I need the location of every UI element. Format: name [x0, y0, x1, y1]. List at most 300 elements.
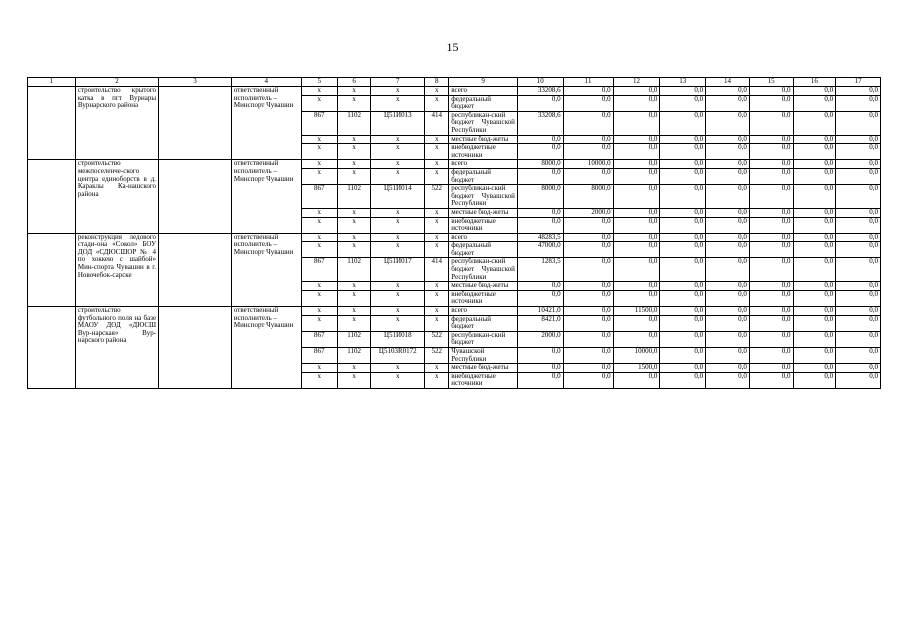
amount-cell: 0,0 — [660, 290, 706, 306]
amount-cell: 0,0 — [563, 242, 613, 258]
amount-cell: 0,0 — [793, 87, 836, 96]
amount-cell: 1283,5 — [517, 258, 563, 282]
funding-source: республикан-ский бюджет Чувашской Республики — [449, 111, 518, 135]
funding-source: всего — [449, 233, 518, 242]
amount-cell: 0,0 — [660, 242, 706, 258]
amount-cell: 0,0 — [793, 348, 836, 364]
amount-cell: 0,0 — [793, 160, 836, 169]
amount-cell: 0,0 — [563, 364, 613, 373]
amount-cell: 0,0 — [563, 111, 613, 135]
header-cell: 13 — [660, 78, 706, 87]
code-section: x — [337, 242, 370, 258]
code-section: x — [337, 87, 370, 96]
header-cell: 17 — [836, 78, 881, 87]
amount-cell: 0,0 — [793, 331, 836, 347]
amount-cell: 8000,0 — [563, 185, 613, 209]
funding-source: республикан-ский бюджет — [449, 331, 518, 347]
amount-cell: 0,0 — [613, 217, 660, 233]
code-target-item: x — [371, 364, 425, 373]
amount-cell: 0,0 — [749, 307, 793, 316]
amount-cell: 0,0 — [749, 144, 793, 160]
amount-cell: 0,0 — [793, 208, 836, 217]
amount-cell: 0,0 — [517, 135, 563, 144]
amount-cell: 0,0 — [836, 364, 881, 373]
amount-cell: 0,0 — [613, 242, 660, 258]
amount-cell: 0,0 — [660, 160, 706, 169]
amount-cell: 0,0 — [749, 95, 793, 111]
amount-cell: 0,0 — [563, 290, 613, 306]
header-cell: 4 — [231, 78, 301, 87]
code-expense-type: x — [425, 233, 449, 242]
amount-cell: 0,0 — [793, 364, 836, 373]
amount-cell: 0,0 — [706, 111, 750, 135]
amount-cell: 0,0 — [749, 282, 793, 291]
funding-source: внебюджетные источники — [449, 290, 518, 306]
amount-cell: 0,0 — [836, 208, 881, 217]
amount-cell: 0,0 — [749, 185, 793, 209]
amount-cell: 0,0 — [836, 348, 881, 364]
table-row — [28, 160, 881, 169]
header-cell: 14 — [706, 78, 750, 87]
object-description: строительство крытого катка в пгт Вурнары Вурнарского района — [75, 87, 158, 160]
code-target-item: x — [371, 372, 425, 388]
amount-cell: 0,0 — [660, 87, 706, 96]
amount-cell: 0,0 — [836, 233, 881, 242]
code-grbs: x — [301, 233, 337, 242]
code-grbs: x — [301, 307, 337, 316]
amount-cell: 0,0 — [706, 258, 750, 282]
empty-cell — [159, 160, 232, 233]
code-target-item: x — [371, 290, 425, 306]
amount-cell: 0,0 — [563, 233, 613, 242]
amount-cell: 0,0 — [706, 160, 750, 169]
code-target-item: Ц51И018 — [371, 331, 425, 347]
amount-cell: 0,0 — [706, 217, 750, 233]
amount-cell: 0,0 — [749, 315, 793, 331]
empty-cell — [159, 307, 232, 389]
code-grbs: 867 — [301, 258, 337, 282]
amount-cell: 0,0 — [793, 95, 836, 111]
code-grbs: x — [301, 135, 337, 144]
amount-cell: 0,0 — [793, 217, 836, 233]
amount-cell: 0,0 — [660, 364, 706, 373]
code-expense-type: 414 — [425, 258, 449, 282]
amount-cell: 0,0 — [660, 258, 706, 282]
amount-cell: 0,0 — [706, 135, 750, 144]
amount-cell: 0,0 — [836, 111, 881, 135]
code-section: x — [337, 95, 370, 111]
header-cell: 15 — [749, 78, 793, 87]
table-header-row — [28, 78, 881, 87]
funding-source: федеральный бюджет — [449, 168, 518, 184]
amount-cell: 0,0 — [749, 242, 793, 258]
amount-cell: 0,0 — [613, 87, 660, 96]
amount-cell: 0,0 — [613, 372, 660, 388]
code-expense-type: x — [425, 242, 449, 258]
amount-cell: 0,0 — [613, 185, 660, 209]
code-section: x — [337, 282, 370, 291]
amount-cell: 33208,6 — [517, 111, 563, 135]
amount-cell: 8000,0 — [517, 185, 563, 209]
code-grbs: x — [301, 87, 337, 96]
funding-source: федеральный бюджет — [449, 315, 518, 331]
amount-cell: 0,0 — [706, 87, 750, 96]
amount-cell: 0,0 — [706, 168, 750, 184]
amount-cell: 0,0 — [660, 307, 706, 316]
funding-source: местные бюд-жеты — [449, 282, 518, 291]
header-cell: 9 — [449, 78, 518, 87]
amount-cell: 0,0 — [563, 217, 613, 233]
amount-cell: 0,0 — [836, 242, 881, 258]
amount-cell: 0,0 — [749, 217, 793, 233]
amount-cell: 1500,0 — [613, 364, 660, 373]
code-expense-type: x — [425, 135, 449, 144]
amount-cell: 0,0 — [749, 364, 793, 373]
amount-cell: 2000,0 — [517, 331, 563, 347]
code-target-item: x — [371, 233, 425, 242]
amount-cell: 0,0 — [706, 315, 750, 331]
code-section: x — [337, 217, 370, 233]
amount-cell: 0,0 — [706, 144, 750, 160]
code-target-item: x — [371, 135, 425, 144]
amount-cell: 8421,0 — [517, 315, 563, 331]
amount-cell: 0,0 — [517, 372, 563, 388]
code-grbs: 867 — [301, 111, 337, 135]
amount-cell: 0,0 — [706, 307, 750, 316]
amount-cell: 0,0 — [563, 372, 613, 388]
funding-source: местные бюд-жеты — [449, 135, 518, 144]
header-cell: 12 — [613, 78, 660, 87]
amount-cell: 0,0 — [836, 372, 881, 388]
code-grbs: x — [301, 315, 337, 331]
funding-source: федеральный бюджет — [449, 95, 518, 111]
table-row — [28, 233, 881, 242]
amount-cell: 0,0 — [563, 135, 613, 144]
amount-cell: 0,0 — [660, 331, 706, 347]
amount-cell: 0,0 — [793, 111, 836, 135]
code-target-item: x — [371, 168, 425, 184]
empty-cell — [159, 233, 232, 306]
code-expense-type: x — [425, 168, 449, 184]
amount-cell: 0,0 — [836, 135, 881, 144]
code-section: 1102 — [337, 185, 370, 209]
amount-cell: 0,0 — [563, 95, 613, 111]
code-expense-type: 522 — [425, 348, 449, 364]
amount-cell: 0,0 — [613, 331, 660, 347]
amount-cell: 0,0 — [517, 144, 563, 160]
amount-cell: 0,0 — [793, 315, 836, 331]
code-expense-type: 414 — [425, 111, 449, 135]
empty-cell — [159, 87, 232, 160]
amount-cell: 0,0 — [613, 282, 660, 291]
amount-cell: 0,0 — [706, 208, 750, 217]
code-expense-type: x — [425, 217, 449, 233]
code-grbs: 867 — [301, 185, 337, 209]
amount-cell: 0,0 — [517, 217, 563, 233]
code-target-item: x — [371, 242, 425, 258]
header-cell: 7 — [371, 78, 425, 87]
code-section: 1102 — [337, 258, 370, 282]
code-expense-type: x — [425, 364, 449, 373]
funding-source: внебюджетные источники — [449, 372, 518, 388]
amount-cell: 33208,6 — [517, 87, 563, 96]
code-target-item: x — [371, 208, 425, 217]
code-grbs: x — [301, 242, 337, 258]
amount-cell: 0,0 — [706, 372, 750, 388]
amount-cell: 0,0 — [613, 290, 660, 306]
amount-cell: 0,0 — [563, 348, 613, 364]
amount-cell: 0,0 — [517, 208, 563, 217]
table-row — [28, 87, 881, 96]
row-number-cell — [28, 307, 76, 389]
executor-cell: ответственный исполнитель – Минспорт Чувашии — [231, 87, 301, 160]
amount-cell: 0,0 — [749, 208, 793, 217]
amount-cell: 0,0 — [793, 242, 836, 258]
code-section: x — [337, 168, 370, 184]
code-section: x — [337, 290, 370, 306]
amount-cell: 0,0 — [563, 307, 613, 316]
amount-cell: 0,0 — [836, 160, 881, 169]
amount-cell: 0,0 — [836, 185, 881, 209]
code-expense-type: x — [425, 290, 449, 306]
funding-source: Чувашской Республики — [449, 348, 518, 364]
amount-cell: 0,0 — [613, 111, 660, 135]
amount-cell: 0,0 — [793, 290, 836, 306]
amount-cell: 0,0 — [836, 217, 881, 233]
code-target-item: x — [371, 87, 425, 96]
amount-cell: 0,0 — [836, 258, 881, 282]
code-target-item: x — [371, 144, 425, 160]
page-number: 15 — [446, 40, 459, 54]
code-section: x — [337, 364, 370, 373]
amount-cell: 0,0 — [563, 331, 613, 347]
header-cell: 5 — [301, 78, 337, 87]
amount-cell: 0,0 — [613, 233, 660, 242]
amount-cell: 0,0 — [613, 258, 660, 282]
amount-cell: 0,0 — [660, 135, 706, 144]
executor-cell: ответственный исполнитель – Минспорт Чувашии — [231, 307, 301, 389]
amount-cell: 0,0 — [517, 290, 563, 306]
amount-cell: 0,0 — [706, 242, 750, 258]
amount-cell: 0,0 — [749, 348, 793, 364]
funding-source: внебюджетные источники — [449, 144, 518, 160]
amount-cell: 0,0 — [793, 307, 836, 316]
amount-cell: 0,0 — [793, 185, 836, 209]
code-expense-type: 522 — [425, 185, 449, 209]
code-section: x — [337, 135, 370, 144]
amount-cell: 0,0 — [836, 168, 881, 184]
funding-source: местные бюд-жеты — [449, 364, 518, 373]
amount-cell: 0,0 — [749, 87, 793, 96]
amount-cell: 10000,0 — [613, 348, 660, 364]
code-section: 1102 — [337, 331, 370, 347]
row-number-cell — [28, 160, 76, 233]
amount-cell: 0,0 — [563, 144, 613, 160]
code-expense-type: x — [425, 95, 449, 111]
amount-cell: 0,0 — [517, 348, 563, 364]
code-grbs: x — [301, 290, 337, 306]
row-number-cell — [28, 87, 76, 160]
amount-cell: 0,0 — [749, 331, 793, 347]
amount-cell: 0,0 — [517, 282, 563, 291]
code-section: 1102 — [337, 348, 370, 364]
code-section: x — [337, 208, 370, 217]
code-section: x — [337, 315, 370, 331]
amount-cell: 0,0 — [517, 95, 563, 111]
header-cell: 8 — [425, 78, 449, 87]
amount-cell: 0,0 — [836, 95, 881, 111]
amount-cell: 0,0 — [613, 315, 660, 331]
amount-cell: 0,0 — [836, 282, 881, 291]
amount-cell: 0,0 — [660, 144, 706, 160]
amount-cell: 0,0 — [749, 233, 793, 242]
amount-cell: 0,0 — [836, 290, 881, 306]
amount-cell: 0,0 — [793, 144, 836, 160]
budget-table — [27, 77, 881, 389]
amount-cell: 0,0 — [793, 135, 836, 144]
code-grbs: x — [301, 160, 337, 169]
amount-cell: 0,0 — [749, 160, 793, 169]
amount-cell: 11500,0 — [613, 307, 660, 316]
amount-cell: 0,0 — [836, 87, 881, 96]
amount-cell: 0,0 — [706, 95, 750, 111]
amount-cell: 0,0 — [836, 331, 881, 347]
code-target-item: Ц51И017 — [371, 258, 425, 282]
amount-cell: 0,0 — [563, 258, 613, 282]
object-description: реконструкция ледового стади-она «Сокол» БОУ ДОД «СДЮСШОР № 4 по хоккею с шайбой» Мин-спорта Чувашии в г. Новочебок-сарске — [75, 233, 158, 306]
amount-cell: 0,0 — [749, 290, 793, 306]
amount-cell: 2000,0 — [563, 208, 613, 217]
funding-source: всего — [449, 307, 518, 316]
amount-cell: 0,0 — [706, 364, 750, 373]
funding-source: всего — [449, 160, 518, 169]
code-section: x — [337, 160, 370, 169]
amount-cell: 0,0 — [706, 331, 750, 347]
amount-cell: 48283,5 — [517, 233, 563, 242]
amount-cell: 0,0 — [563, 168, 613, 184]
code-target-item: x — [371, 282, 425, 291]
amount-cell: 0,0 — [613, 95, 660, 111]
amount-cell: 0,0 — [836, 315, 881, 331]
funding-source: внебюджетные источники — [449, 217, 518, 233]
amount-cell: 47000,0 — [517, 242, 563, 258]
amount-cell: 0,0 — [660, 111, 706, 135]
amount-cell: 0,0 — [793, 282, 836, 291]
amount-cell: 0,0 — [660, 233, 706, 242]
code-target-item: x — [371, 307, 425, 316]
code-expense-type: x — [425, 160, 449, 169]
code-grbs: x — [301, 364, 337, 373]
header-cell: 6 — [337, 78, 370, 87]
code-expense-type: x — [425, 282, 449, 291]
header-cell: 10 — [517, 78, 563, 87]
header-cell: 11 — [563, 78, 613, 87]
amount-cell: 0,0 — [517, 364, 563, 373]
amount-cell: 0,0 — [613, 135, 660, 144]
object-description: строительство межпоселенче-ского центра единоборств в д. Караклы Ка-нашского района — [75, 160, 158, 233]
amount-cell: 10000,0 — [563, 160, 613, 169]
code-target-item: x — [371, 95, 425, 111]
amount-cell: 10421,0 — [517, 307, 563, 316]
header-cell: 1 — [28, 78, 76, 87]
code-grbs: x — [301, 144, 337, 160]
amount-cell: 0,0 — [706, 348, 750, 364]
amount-cell: 0,0 — [836, 144, 881, 160]
code-grbs: x — [301, 372, 337, 388]
amount-cell: 0,0 — [563, 87, 613, 96]
code-section: x — [337, 233, 370, 242]
object-description: строительство футбольного поля на базе МАОУ ДОД «ДЮСШ Вур-нарская» Вур-нарского района — [75, 307, 158, 389]
amount-cell: 0,0 — [613, 168, 660, 184]
amount-cell: 0,0 — [793, 258, 836, 282]
code-grbs: 867 — [301, 331, 337, 347]
code-target-item: Ц51И013 — [371, 111, 425, 135]
amount-cell: 0,0 — [660, 348, 706, 364]
amount-cell: 0,0 — [706, 290, 750, 306]
code-section: x — [337, 144, 370, 160]
amount-cell: 0,0 — [660, 217, 706, 233]
code-grbs: x — [301, 168, 337, 184]
amount-cell: 0,0 — [793, 168, 836, 184]
executor-cell: ответственный исполнитель – Минспорт Чувашии — [231, 233, 301, 306]
code-expense-type: x — [425, 87, 449, 96]
code-section: 1102 — [337, 111, 370, 135]
code-grbs: 867 — [301, 348, 337, 364]
amount-cell: 0,0 — [749, 135, 793, 144]
row-number-cell — [28, 233, 76, 306]
funding-source: всего — [449, 87, 518, 96]
amount-cell: 0,0 — [749, 168, 793, 184]
amount-cell: 0,0 — [660, 282, 706, 291]
code-grbs: x — [301, 282, 337, 291]
amount-cell: 0,0 — [749, 111, 793, 135]
amount-cell: 0,0 — [706, 233, 750, 242]
funding-source: местные бюд-жеты — [449, 208, 518, 217]
code-section: x — [337, 372, 370, 388]
amount-cell: 0,0 — [706, 185, 750, 209]
amount-cell: 0,0 — [749, 372, 793, 388]
amount-cell: 0,0 — [706, 282, 750, 291]
funding-source: федеральный бюджет — [449, 242, 518, 258]
code-expense-type: x — [425, 208, 449, 217]
amount-cell: 0,0 — [517, 168, 563, 184]
table-row — [28, 307, 881, 316]
amount-cell: 0,0 — [793, 372, 836, 388]
code-section: x — [337, 307, 370, 316]
code-grbs: x — [301, 95, 337, 111]
code-target-item: Ц5103R0172 — [371, 348, 425, 364]
code-expense-type: x — [425, 144, 449, 160]
amount-cell: 0,0 — [613, 208, 660, 217]
amount-cell: 0,0 — [660, 372, 706, 388]
header-cell: 16 — [793, 78, 836, 87]
amount-cell: 8000,0 — [517, 160, 563, 169]
amount-cell: 0,0 — [660, 95, 706, 111]
amount-cell: 0,0 — [563, 282, 613, 291]
code-expense-type: 522 — [425, 331, 449, 347]
code-target-item: x — [371, 160, 425, 169]
amount-cell: 0,0 — [749, 258, 793, 282]
amount-cell: 0,0 — [613, 160, 660, 169]
code-expense-type: x — [425, 372, 449, 388]
amount-cell: 0,0 — [660, 315, 706, 331]
amount-cell: 0,0 — [660, 208, 706, 217]
header-cell: 2 — [75, 78, 158, 87]
code-target-item: Ц51И014 — [371, 185, 425, 209]
funding-source: республикан-ский бюджет Чувашской Республики — [449, 185, 518, 209]
amount-cell: 0,0 — [563, 315, 613, 331]
amount-cell: 0,0 — [613, 144, 660, 160]
